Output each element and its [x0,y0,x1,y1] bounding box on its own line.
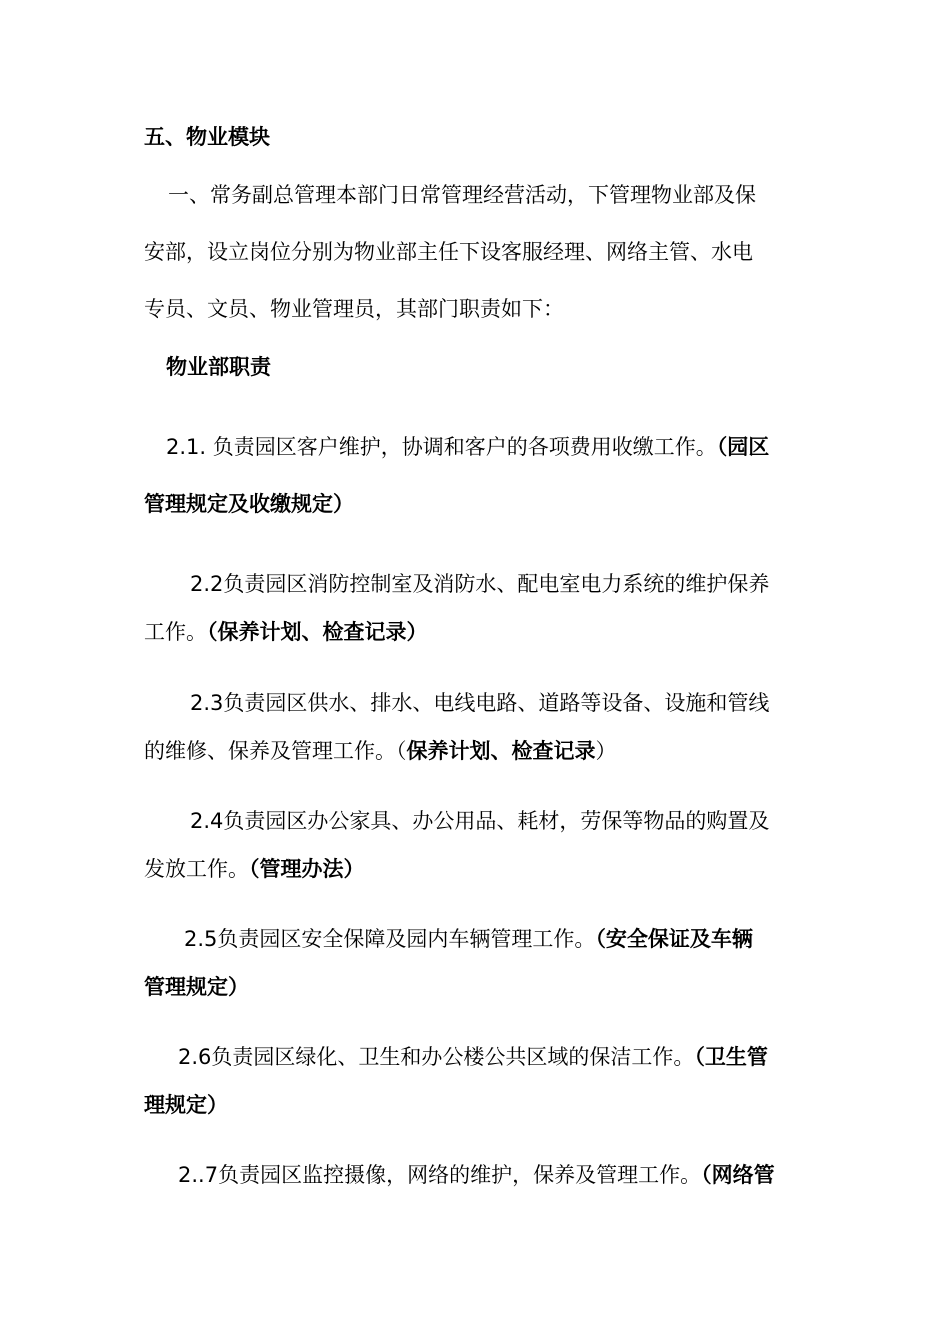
item-reference: 保养计划、检查记录 [406,739,596,763]
item-text: 工作。 [144,620,207,644]
section-title: 物业部职责 [166,355,271,379]
page-heading: 五、物业模块 [144,125,270,149]
item-2-4-line-2 [144,854,810,884]
item-2-2-line-1: 2.2负责园区消防控制室及消防水、配电室电力系统的维护保养 [190,572,770,596]
intro-line-3: 专员、文员、物业管理员，其部门职责如下： [144,297,564,321]
item-2-4-line-1: 2.4负责园区办公家具、办公用品、耗材，劳保等物品的购置及 [190,809,770,833]
item-2-5-line-2: 管理规定） [144,975,249,999]
item-reference: （园区 [716,435,770,459]
intro-line-1: 一、常务副总管理本部门日常管理经营活动，下管理物业部及保 [168,183,756,207]
item-text: 2.6负责园区绿化、卫生和办公楼公共区域的保洁工作。 [178,1045,695,1069]
intro-line-2: 安部，设立岗位分别为物业部主任下设客服经理、网络主管、水电 [144,240,753,264]
item-2-1-line-2: 管理规定及收缴规定） [144,492,354,516]
item-text: 2.5负责园区安全保障及园内车辆管理工作。 [184,927,596,951]
item-2-3-line-2 [144,736,810,766]
item-2-3-line-1: 2.3负责园区供水、排水、电线电路、道路等设备、设施和管线 [190,691,770,715]
item-2-1-line-1 [144,432,810,462]
item-reference: （卫生管 [694,1045,768,1069]
item-reference: （网络管 [701,1163,775,1187]
item-reference: （安全保证及车辆 [595,927,753,951]
item-text: 发放工作。 [144,857,249,881]
item-text: 的维修、保养及管理工作。（ [144,739,407,763]
item-2-2-line-2 [144,617,810,647]
item-2-6-line-2: 理规定） [144,1093,228,1117]
item-text: 2..7负责园区监控摄像，网络的维护，保养及管理工作。 [178,1163,702,1187]
item-text-close: ） [595,739,617,763]
item-2-6-line-1 [144,1042,810,1072]
item-reference: （管理办法） [249,857,365,881]
item-2-5-line-1 [144,924,810,954]
item-2-7-line-1 [144,1160,810,1190]
item-text: 2.1. 负责园区客户维护，协调和客户的各项费用收缴工作。 [166,435,717,459]
item-reference: （保养计划、检查记录） [207,620,428,644]
